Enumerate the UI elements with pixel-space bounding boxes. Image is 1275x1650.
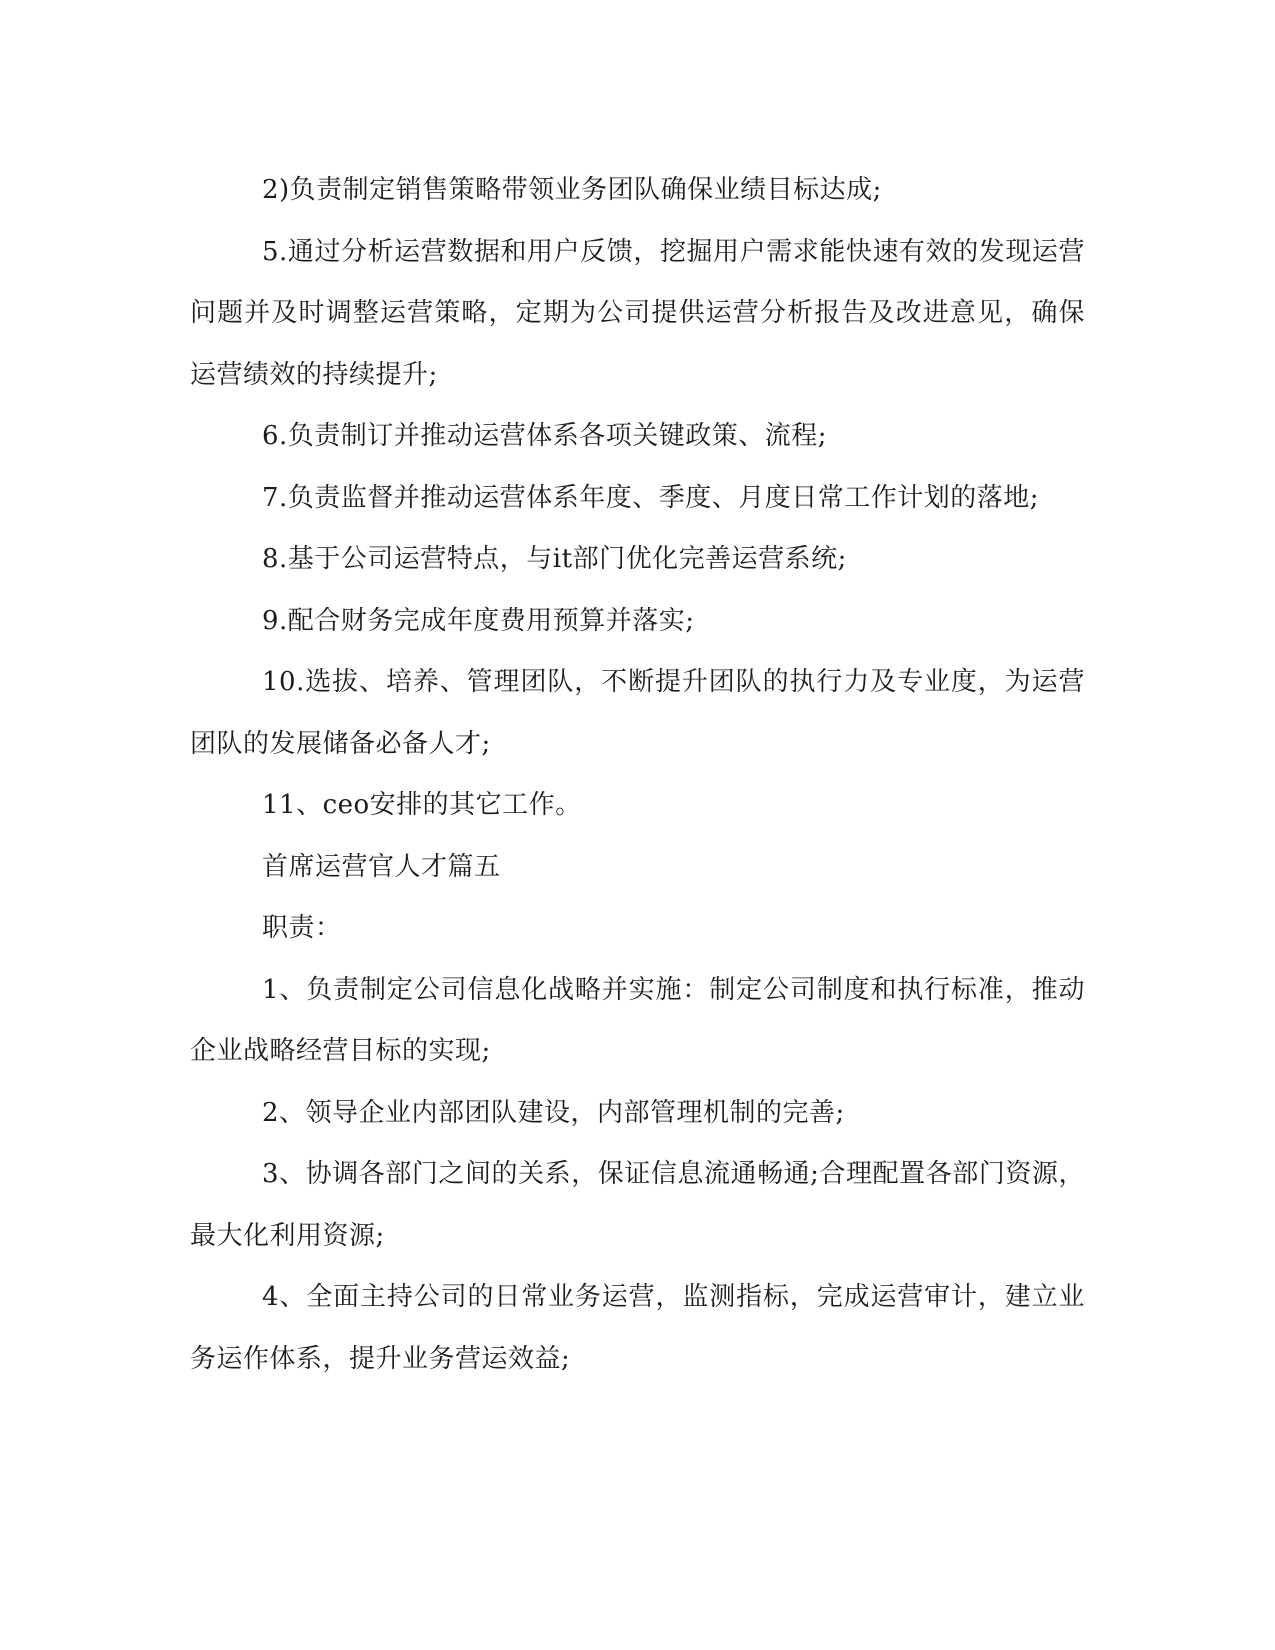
paragraph-item-8: 8.基于公司运营特点，与it部门优化完善运营系统; bbox=[262, 544, 847, 574]
paragraph-item-5: 5.通过分析运营数据和用户反馈，挖掘用户需求能快速有效的发现运营问题并及时调整运营策略，定期为公司提供运营分析报告及改进意见，确保运营绩效的持续提升; bbox=[190, 236, 1085, 390]
section-heading: 首席运营官人才篇五 bbox=[262, 851, 501, 882]
duty-item-4: 4、全面主持公司的日常业务运营，监测指标，完成运营审计，建立业务运作体系，提升业务营运效益; bbox=[190, 1282, 1085, 1374]
paragraph-item-7: 7.负责监督并推动运营体系年度、季度、月度日常工作计划的落地; bbox=[262, 482, 1040, 513]
duty-item-1: 1、负责制定公司信息化战略并实施：制定公司制度和执行标准，推动企业战略经营目标的实现; bbox=[190, 974, 1085, 1066]
paragraph-item-10: 10.选拔、培养、管理团队，不断提升团队的执行力及专业度，为运营团队的发展储备必备人才; bbox=[190, 667, 1085, 759]
paragraph-item-6: 6.负责制订并推动运营体系各项关键政策、流程; bbox=[262, 421, 828, 451]
paragraph-item-11: 11、ceo安排的其它工作。 bbox=[262, 790, 582, 820]
document-body bbox=[190, 160, 1085, 1390]
paragraph-item-9: 9.配合财务完成年度费用预算并落实; bbox=[262, 605, 695, 636]
paragraph-sales-strategy: 2)负责制定销售策略带领业务团队确保业绩目标达成; bbox=[262, 175, 882, 205]
duties-label: 职责： bbox=[262, 913, 342, 943]
duty-item-3: 3、协调各部门之间的关系，保证信息流通畅通;合理配置各部门资源，最大化利用资源; bbox=[190, 1159, 1085, 1251]
duty-item-2: 2、领导企业内部团队建设，内部管理机制的完善; bbox=[262, 1097, 845, 1128]
